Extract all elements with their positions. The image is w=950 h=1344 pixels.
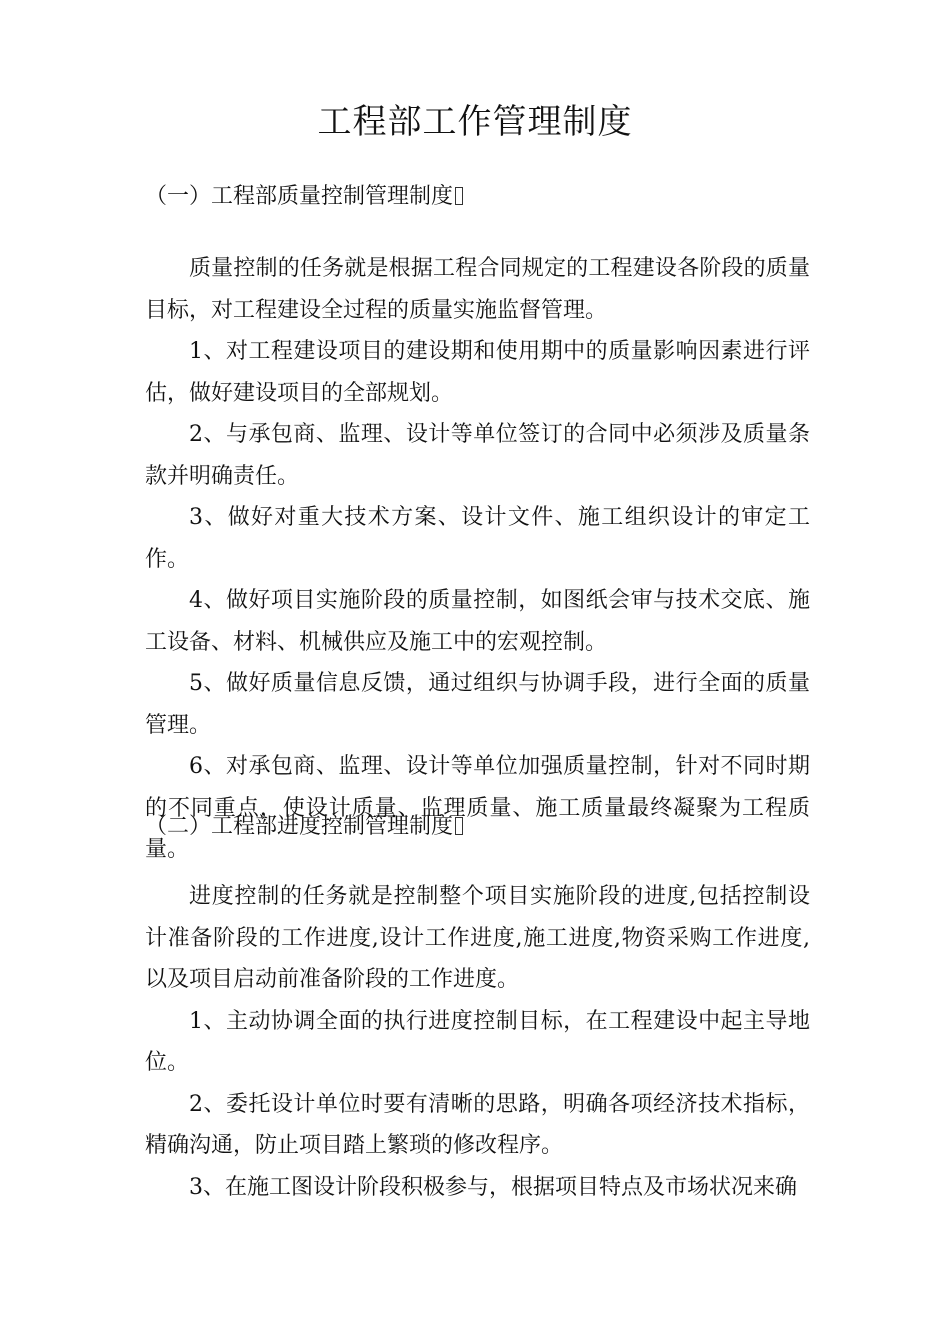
missing-glyph-icon <box>455 187 463 205</box>
paragraph: 质量控制的任务就是根据工程合同规定的工程建设各阶段的质量目标，对工程建设全过程的质量实施监督管理。 <box>145 256 810 323</box>
list-item: 4、做好项目实施阶段的质量控制，如图纸会审与技术交底、施工设备、材料、机械供应及施工中的宏观控制。 <box>145 588 810 655</box>
section-heading-schedule <box>145 812 825 842</box>
list-item: 5、做好质量信息反馈，通过组织与协调手段，进行全面的质量管理。 <box>145 671 810 738</box>
list-item: 1、主动协调全面的执行进度控制目标，在工程建设中起主导地位。 <box>145 1008 810 1075</box>
list-item: 2、与承包商、监理、设计等单位签订的合同中必须涉及质量条款并明确责任。 <box>145 422 810 489</box>
list-item: 2、委托设计单位时要有清晰的思路，明确各项经济技术指标，精确沟通，防止项目踏上繁琐的修改程序。 <box>145 1091 810 1158</box>
list-item: 3、在施工图设计阶段积极参与，根据项目特点及市场状况来确 <box>189 1174 797 1200</box>
section-body-schedule <box>145 876 810 1208</box>
list-item: 3、做好对重大技术方案、设计文件、施工组织设计的审定工作。 <box>145 505 810 572</box>
section-heading-quality <box>145 182 825 212</box>
missing-glyph-icon <box>455 817 463 835</box>
list-item: 6、对承包商、监理、设计等单位加强质量控制，针对不同时期的不同重点，使设计质量、监理质量、施工质量最终凝聚为工程质量。 <box>145 754 810 862</box>
section-heading-text: （一）工程部质量控制管理制度 <box>145 184 454 209</box>
document-title: 工程部工作管理制度 <box>317 102 633 142</box>
section-body-quality <box>145 248 810 871</box>
paragraph: 进度控制的任务就是控制整个项目实施阶段的进度,包括控制设计准备阶段的工作进度,设计工作进度,施工进度,物资采购工作进度,以及项目启动前准备阶段的工作进度。 <box>145 884 810 992</box>
list-item: 1、对工程建设项目的建设期和使用期中的质量影响因素进行评估，做好建设项目的全部规划。 <box>145 339 810 406</box>
section-heading-text: （二）工程部进度控制管理制度 <box>145 814 454 839</box>
